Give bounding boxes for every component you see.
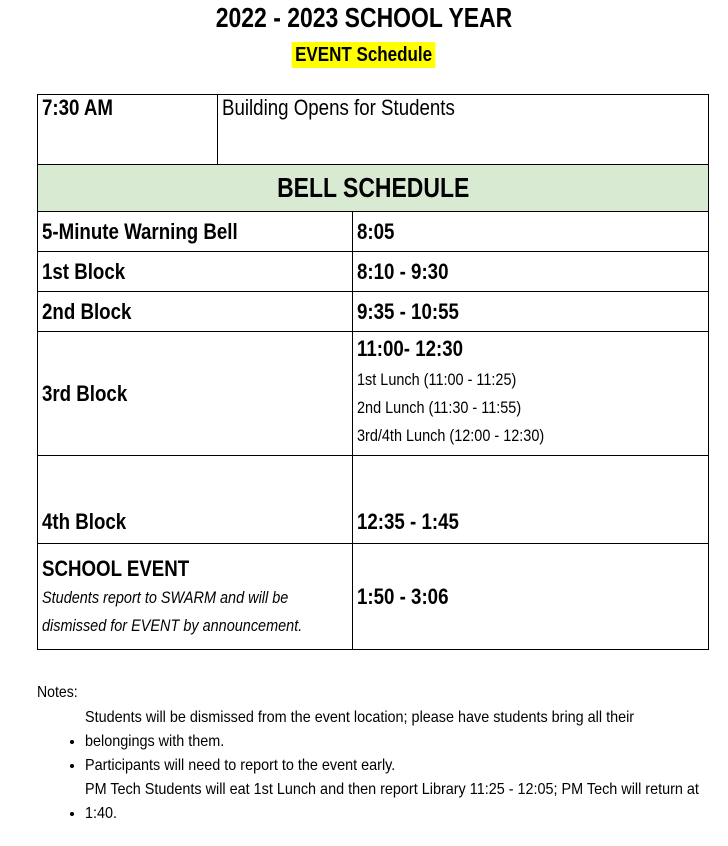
row-time <box>353 212 709 252</box>
time-text: 8:05 <box>357 218 395 244</box>
opening-event: Building Opens for Students <box>222 95 455 120</box>
subtitle-wrap <box>0 42 728 68</box>
row-time <box>353 292 709 332</box>
row-label <box>38 332 353 456</box>
table-row <box>38 544 709 650</box>
row-time <box>353 332 709 456</box>
table-row <box>38 252 709 292</box>
row-label <box>38 456 353 544</box>
row-time <box>353 456 709 544</box>
bell-heading-text: BELL SCHEDULE <box>276 172 470 203</box>
label-text: 3rd Block <box>42 380 128 406</box>
opening-event-cell <box>218 95 709 166</box>
list-item <box>85 754 717 778</box>
time-text: 1:50 - 3:06 <box>357 583 449 609</box>
list-item <box>85 778 717 826</box>
table-row <box>38 292 709 332</box>
time-text: 9:35 - 10:55 <box>357 298 459 324</box>
label-text: SCHOOL EVENT <box>42 555 190 581</box>
lunch-text: 1st Lunch (11:00 - 11:25) <box>357 370 517 389</box>
list-item <box>85 706 717 754</box>
opening-time: 7:30 AM <box>42 95 114 120</box>
bell-header-row <box>38 165 709 212</box>
label-text: 2nd Block <box>42 298 132 324</box>
label-text: 1st Block <box>42 258 126 284</box>
table-row <box>38 212 709 252</box>
label-text: 4th Block <box>42 509 127 534</box>
notes-list <box>37 706 717 826</box>
page-title: 2022 - 2023 SCHOOL YEAR <box>215 2 513 33</box>
event-note-text: Students report to SWARM and will be <box>42 587 289 607</box>
note-text: Participants will need to report to the event early. <box>85 757 396 774</box>
notes-section <box>37 684 717 826</box>
lunch-text: 2nd Lunch (11:30 - 11:55) <box>357 398 522 417</box>
time-text: 11:00- 12:30 <box>357 336 464 361</box>
row-label <box>38 252 353 292</box>
row-time <box>353 252 709 292</box>
bell-schedule-heading <box>38 165 709 212</box>
bell-schedule-table <box>37 164 709 650</box>
note-text: PM Tech Students will eat 1st Lunch and then report Library 11:25 - 12:05; PM Tech will return at 1:40. <box>85 781 699 822</box>
row-label <box>38 544 353 650</box>
opening-table <box>37 94 709 166</box>
page-subtitle: EVENT Schedule <box>292 42 436 68</box>
row-label <box>38 292 353 332</box>
opening-time-cell <box>38 95 218 166</box>
table-row <box>38 456 709 544</box>
table-row <box>38 332 709 456</box>
time-text: 12:35 - 1:45 <box>357 509 459 534</box>
row-time <box>353 544 709 650</box>
lunch-text: 3rd/4th Lunch (12:00 - 12:30) <box>357 426 545 445</box>
note-text: Students will be dismissed from the event location; please have students bring all their belongings with them. <box>85 709 635 750</box>
label-text: 5-Minute Warning Bell <box>42 218 238 244</box>
notes-label: Notes: <box>37 684 78 701</box>
opening-row <box>38 95 709 166</box>
time-text: 8:10 - 9:30 <box>357 258 449 284</box>
event-note-text: dismissed for EVENT by announcement. <box>42 615 303 635</box>
row-label <box>38 212 353 252</box>
